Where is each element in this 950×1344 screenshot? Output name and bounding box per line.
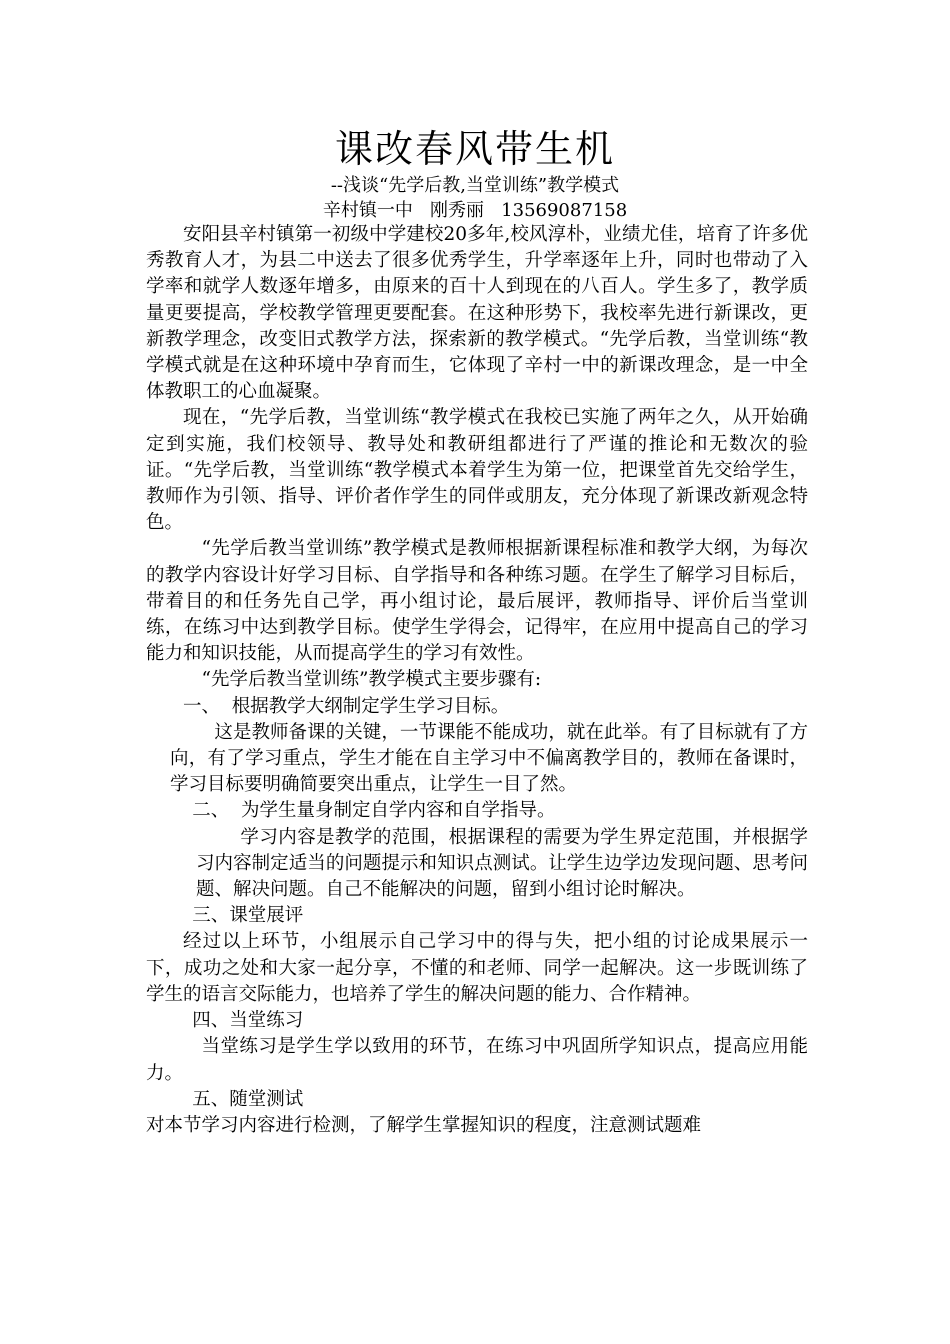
step-heading-3: 三、课堂展评 [192, 905, 304, 927]
step-heading-4: 四、当堂练习 [192, 1010, 304, 1032]
step-text-2: 学习内容是教学的范围，根据课程的需要为学生界定范围，并根据学习内容制定适当的问题提示和知识点测试。让学生边学边发现问题、思考问题、解决问题。自己不能解决的问题，留到小组讨论时解决。 [196, 826, 808, 901]
step-text-5: 对本节学习内容进行检测，了解学生掌握知识的程度，注意测试题难 [146, 1114, 702, 1136]
page-title: 课改春风带生机 [334, 127, 615, 171]
page-subtitle: --浅谈“先学后教,当堂训练”教学模式 [330, 175, 620, 196]
step-text-3: 经过以上环节，小组展示自己学习中的得与失，把小组的讨论成果展示一下，成功之处和大家一起分享，不懂的和老师、同学一起解决。这一步既训练了学生的语言交际能力，也培养了学生的解决问题的能力、合作精神。 [146, 931, 808, 1005]
paragraph-current-status: 现在，“先学后教，当堂训练“教学模式在我校已实施了两年之久，从开始确定到实施，我们校领导、教导处和教研组都进行了严谨的推论和无数次的验证。“先学后教，当堂训练“教学模式本着学生为第一位，把课堂首先交给学生，教师作为引领、指导、评价者作学生的同伴或朋友，充分体现了新课改新观念特色。 [146, 407, 808, 534]
step-text-1: 这是教师备课的关键，一节课能不能成功，就在此举。有了目标就有了方向，有了学习重点，学生才能在自主学习中不偏离教学目的，教师在备课时，学习目标要明确简要突出重点，让学生一目了然。 [170, 721, 808, 796]
step-text-4: 当堂练习是学生学以致用的环节，在练习中巩固所学知识点，提高应用能力。 [146, 1036, 808, 1084]
step-heading-1: 一、 根据教学大纲制定学生学习目标。 [183, 695, 510, 717]
document-body [146, 222, 808, 1139]
paragraph-intro: 安阳县辛村镇第一初级中学建校20多年,校风淳朴，业绩尤佳，培育了许多优秀教育人才，为县二中送去了很多优秀学生，升学率逐年上升，同时也带动了入学率和就学人数逐年增多，由原来的百十人到现在的八百人。学生多了，教学质量更要提高，学校教学管理更要配套。在这种形势下，我校率先进行新课改，更新教学理念，改变旧式教学方法，探索新的教学模式。“先学后教，当堂训练“教学模式就是在这种环境中孕育而生，它体现了辛村一中的新课改理念，是一中全体教职工的心血凝聚。 [146, 224, 808, 403]
step-heading-2: 二、 为学生量身制定自学内容和自学指导。 [192, 800, 556, 822]
step-heading-5: 五、随堂测试 [192, 1088, 304, 1110]
paragraph-model-description: “先学后教当堂训练”教学模式是教师根据新课程标准和教学大纲，为每次的教学内容设计好学习目标、自学指导和各种练习题。在学生了解学习目标后，带着目的和任务先自己学，再小组讨论，最后展评，教师指导、评价后当堂训练，在练习中达到教学目标。使学生学得会，记得牢，在应用中提高自己的学习能力和知识技能，从而提高学生的学习有效性。 [146, 538, 808, 665]
author-line: 辛村镇一中 刚秀丽 13569087158 [322, 200, 628, 221]
paragraph-steps-intro: “先学后教当堂训练”教学模式主要步骤有: [201, 669, 542, 691]
